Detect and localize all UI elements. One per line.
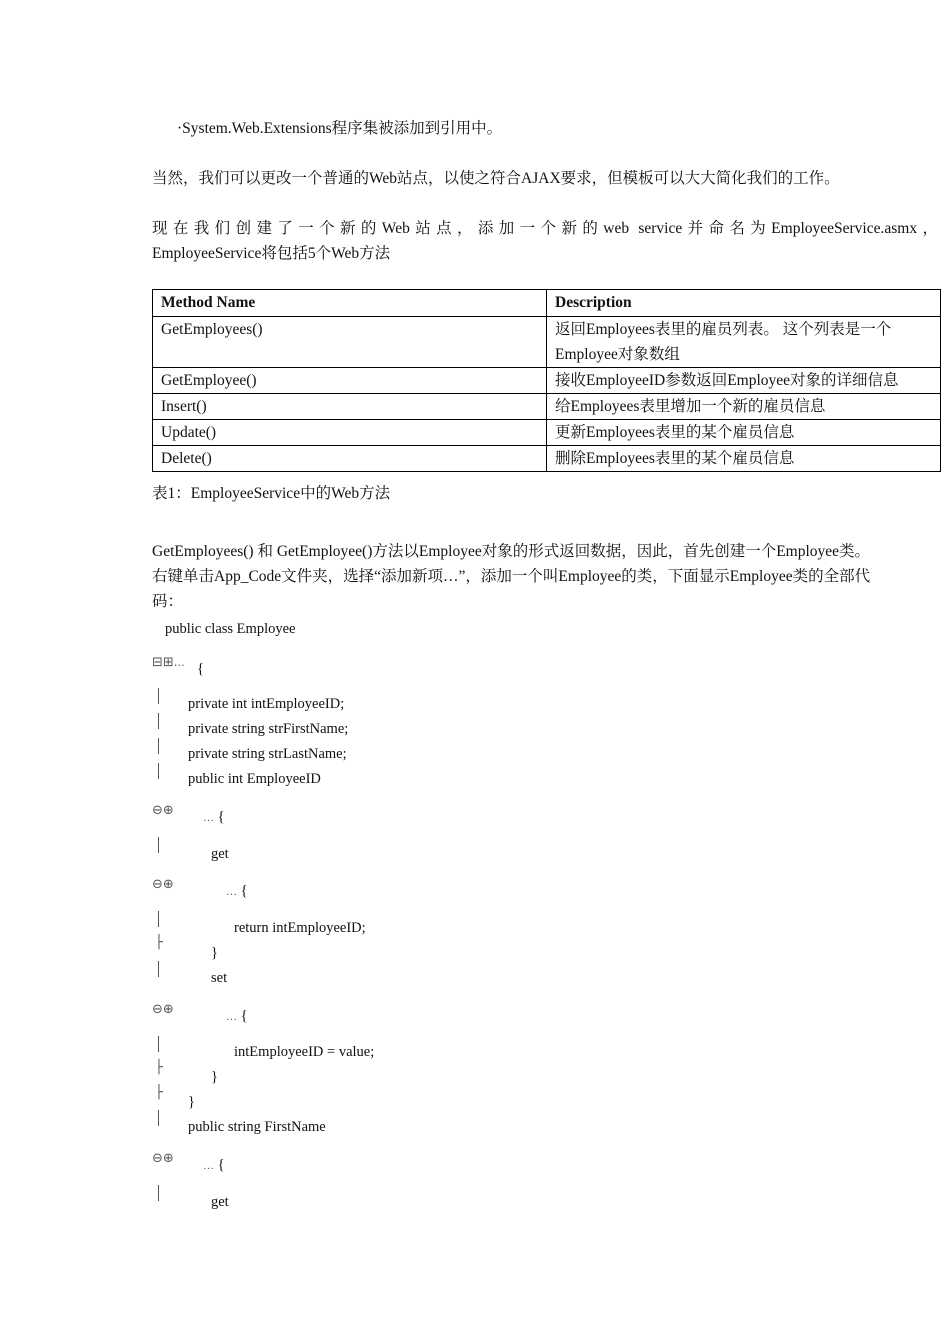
- ellipsis-icon: …: [226, 886, 237, 898]
- collapse-expand-icon[interactable]: [152, 877, 174, 893]
- header-method-name: Method Name: [153, 290, 547, 317]
- paragraph-employee-line2: 右键单击App_Code文件夹，选择“添加新项…”，添加一个叫Employee的类，下面显示Employee类的全部代: [152, 568, 871, 585]
- collapse-expand-icon[interactable]: [152, 803, 174, 819]
- paragraph-ajax: 当然，我们可以更改一个普通的Web站点，以使之符合AJAX要求，但模板可以大大简化我们的工作。: [152, 170, 840, 187]
- outline-line-icon: [158, 688, 159, 704]
- description-cell: 删除Employees表里的某个雇员信息: [547, 446, 941, 472]
- code-brace: {: [217, 809, 225, 825]
- table-caption: 表1：EmployeeService中的Web方法: [152, 485, 391, 502]
- outline-line-icon: [158, 738, 159, 754]
- paragraph-webservice-line2: EmployeeService将包括5个Web方法: [152, 245, 391, 262]
- method-cell: GetEmployee(): [153, 368, 547, 394]
- collapse-expand-icon[interactable]: [152, 1151, 174, 1167]
- paragraph-employee-line3: 码：: [152, 593, 184, 610]
- code-brace: {: [217, 1157, 225, 1173]
- method-cell: Update(): [153, 420, 547, 446]
- collapse-expand-icon[interactable]: [152, 1002, 174, 1018]
- code-line: intEmployeeID = value;: [234, 1044, 375, 1060]
- outline-line-icon: [158, 837, 159, 853]
- code-line: private int intEmployeeID;: [188, 696, 345, 712]
- table-row: [153, 446, 941, 472]
- code-line: set: [211, 970, 228, 986]
- description-cell: 接收EmployeeID参数返回Employee对象的详细信息: [547, 368, 941, 394]
- paragraph-employee-line1: GetEmployees() 和 GetEmployee()方法以Employee对象的形式返回数据，因此，首先创建一个Employee类。: [152, 543, 871, 560]
- outline-line-icon: [158, 1036, 159, 1052]
- outline-end-icon: ├: [155, 1085, 163, 1100]
- table-header-row: [153, 290, 941, 317]
- outline-line-icon: [158, 1185, 159, 1201]
- fold-glyphs: ⊟⊞: [152, 655, 174, 670]
- code-line: [226, 881, 248, 902]
- header-description: Description: [547, 290, 941, 317]
- method-cell: GetEmployees(): [153, 317, 547, 368]
- outline-line-icon: [158, 713, 159, 729]
- code-line: {: [197, 661, 204, 677]
- code-line: private string strLastName;: [188, 746, 347, 762]
- outline-line-icon: [158, 1110, 159, 1126]
- ellipsis-icon: …: [203, 1160, 214, 1172]
- code-line: public class Employee: [165, 621, 296, 637]
- code-line: [226, 1006, 248, 1027]
- outline-line-icon: [158, 763, 159, 779]
- table-row: [153, 420, 941, 446]
- code-line: }: [211, 945, 218, 961]
- fold-glyphs: ⊖⊕: [152, 877, 174, 892]
- description-cell: 更新Employees表里的某个雇员信息: [547, 420, 941, 446]
- method-cell: Insert(): [153, 394, 547, 420]
- outline-line-icon: [158, 961, 159, 977]
- fold-glyphs: ⊖⊕: [152, 1002, 174, 1017]
- code-line: public string FirstName: [188, 1119, 326, 1135]
- table-row: [153, 317, 941, 368]
- fold-glyphs: ⊖⊕: [152, 803, 174, 818]
- ellipsis-icon: …: [226, 1011, 237, 1023]
- ellipsis-icon: …: [203, 812, 214, 824]
- ellipsis-icon: …: [173, 656, 185, 669]
- description-cell: 返回Employees表里的雇员列表。 这个列表是一个Employee对象数组: [547, 317, 941, 368]
- table-row: [153, 394, 941, 420]
- code-line: private string strFirstName;: [188, 721, 349, 737]
- outline-line-icon: [158, 911, 159, 927]
- description-cell: 给Employees表里增加一个新的雇员信息: [547, 394, 941, 420]
- paragraph-webservice: [152, 216, 938, 266]
- paragraph-webservice-line1: 现在我们创建了一个新的Web站点，添加一个新的web service并命名为EmployeeService.asmx，: [152, 220, 938, 237]
- bullet-line: ·System.Web.Extensions程序集被添加到引用中。: [177, 120, 503, 137]
- table-row: [153, 368, 941, 394]
- collapse-expand-icon[interactable]: [152, 655, 185, 671]
- code-line: return intEmployeeID;: [234, 920, 366, 936]
- code-brace: {: [240, 1008, 248, 1024]
- fold-glyphs: ⊖⊕: [152, 1151, 174, 1166]
- code-line: [203, 807, 225, 828]
- code-line: get: [211, 846, 229, 862]
- code-line: [203, 1155, 225, 1176]
- outline-end-icon: ├: [155, 1060, 163, 1075]
- outline-end-icon: ├: [155, 935, 163, 950]
- code-line: public int EmployeeID: [188, 771, 321, 787]
- code-brace: {: [240, 883, 248, 899]
- code-line: get: [211, 1194, 229, 1210]
- methods-table: [152, 289, 941, 472]
- method-cell: Delete(): [153, 446, 547, 472]
- code-line: }: [211, 1069, 218, 1085]
- code-line: }: [188, 1094, 195, 1110]
